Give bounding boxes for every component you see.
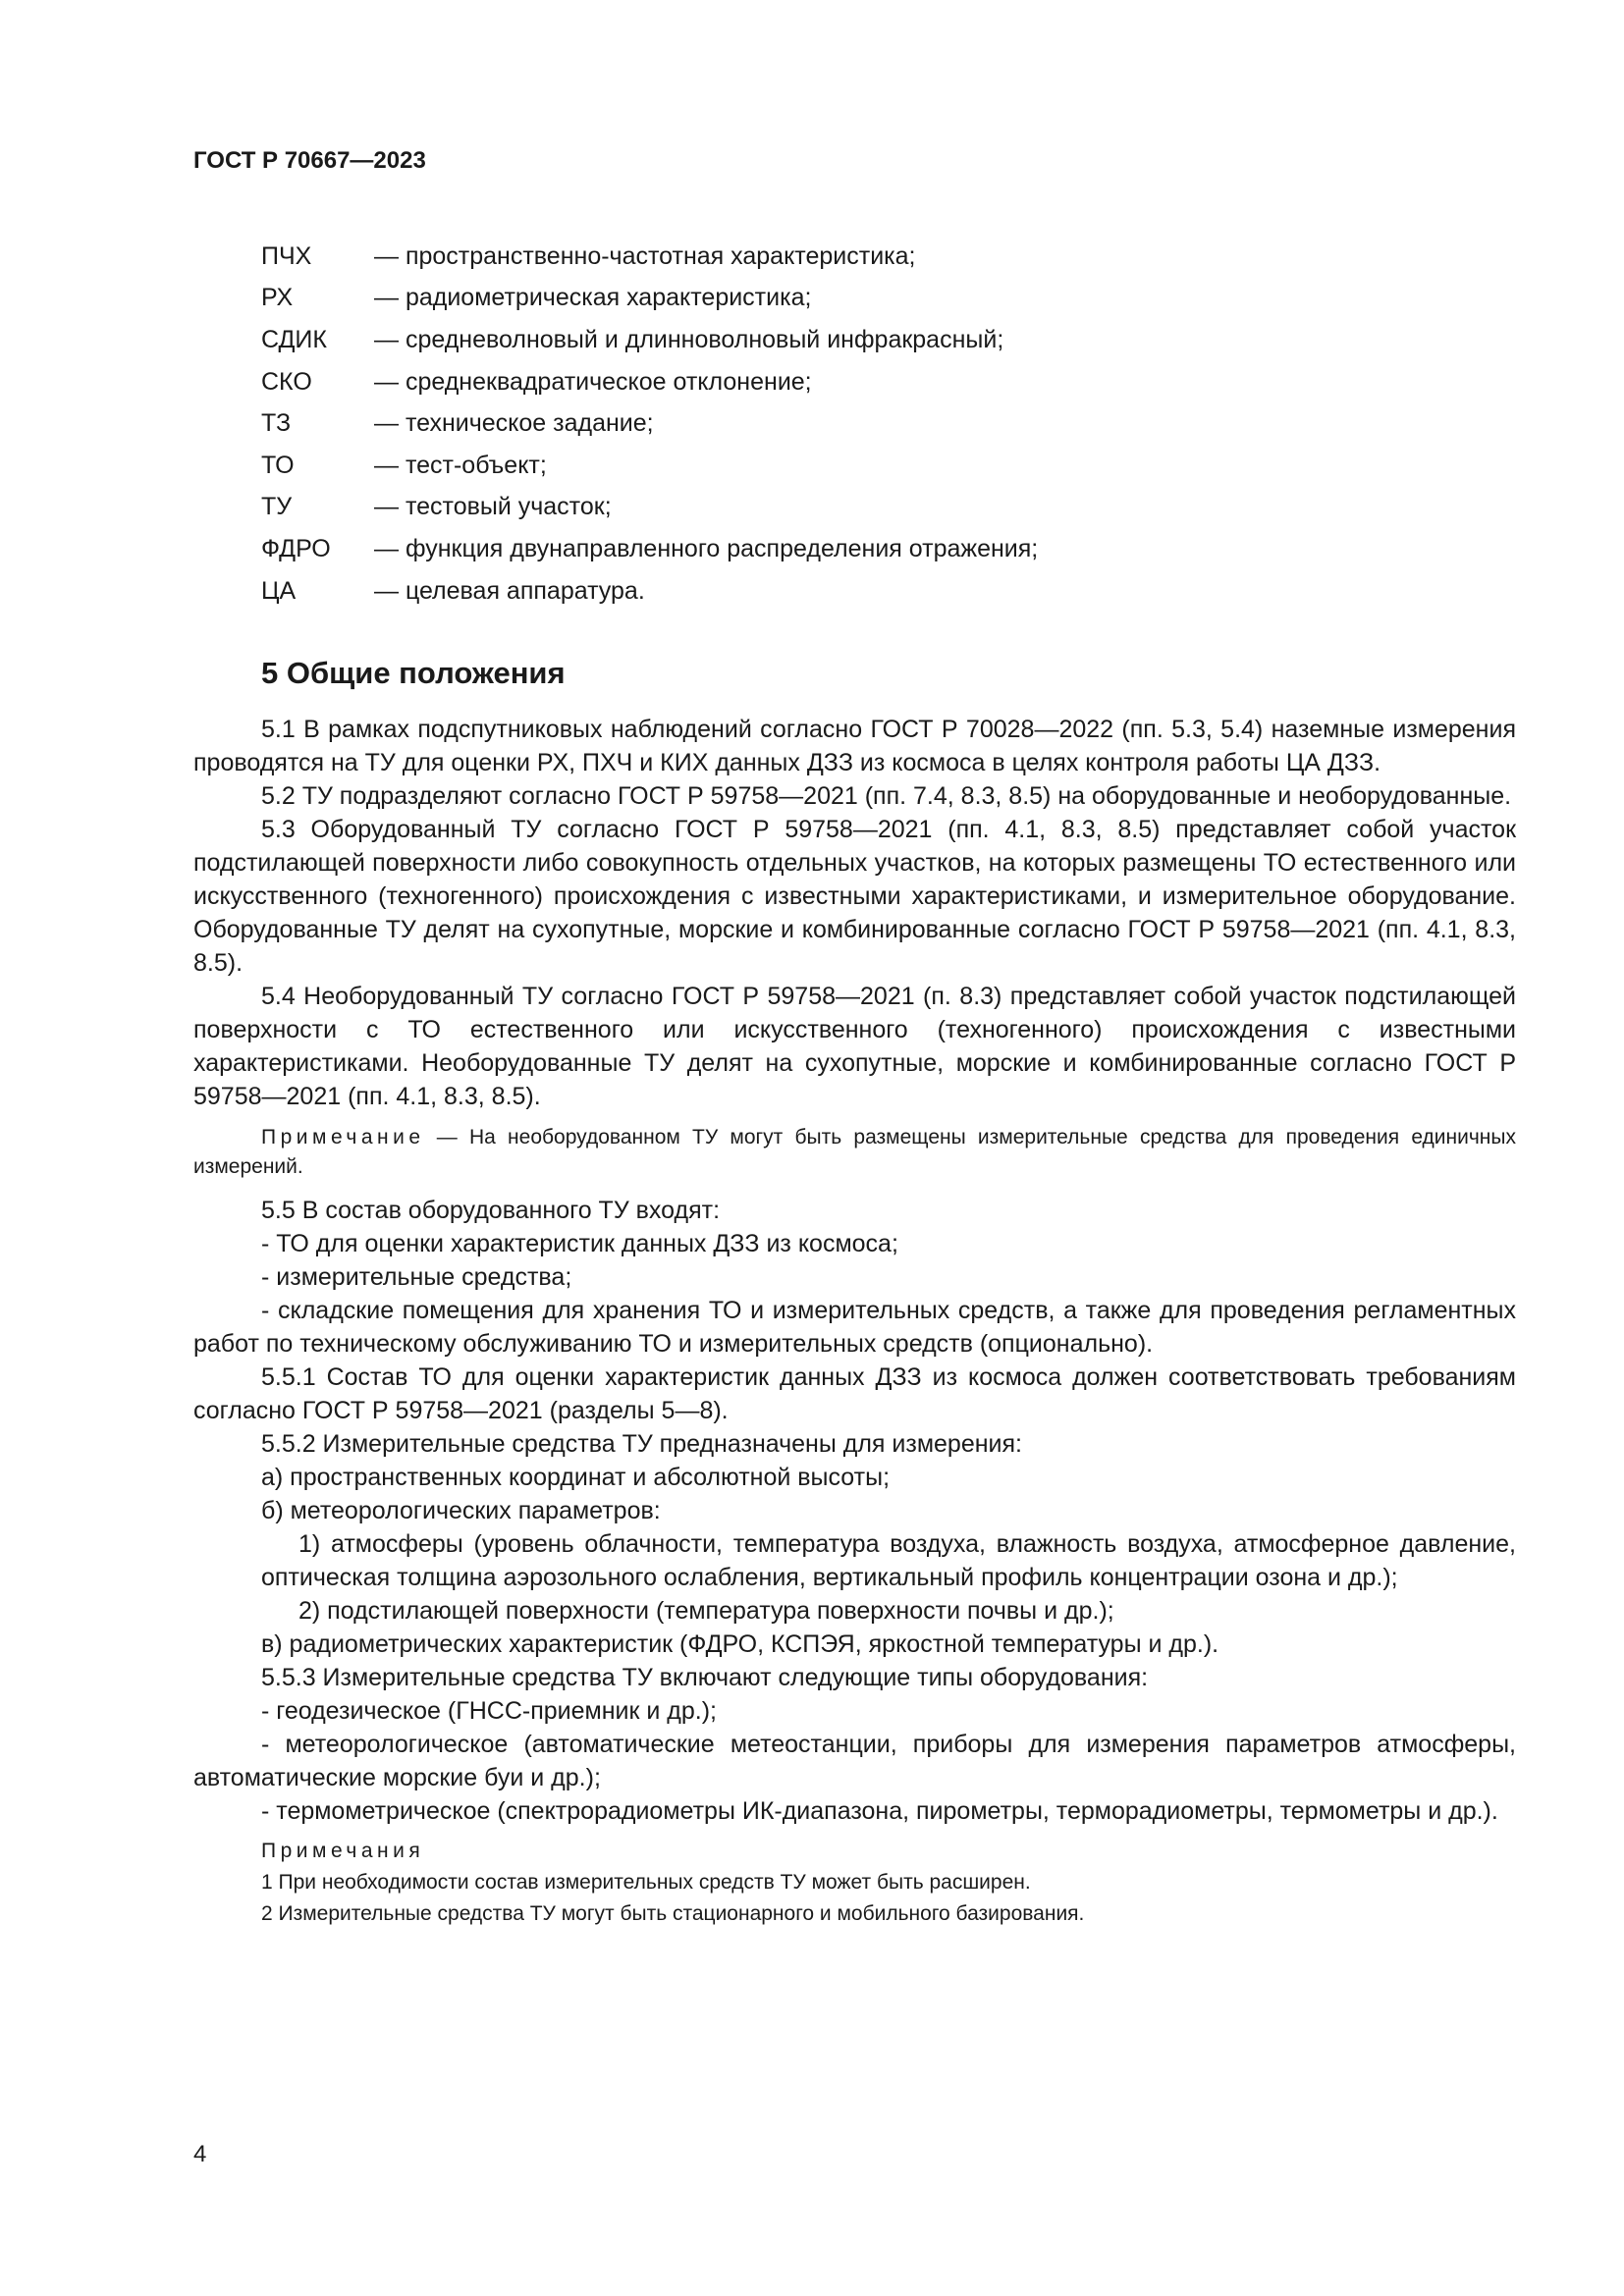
paragraph-5-5-3: 5.5.3 Измерительные средства ТУ включают следующие типы оборудования: bbox=[261, 1664, 1149, 1691]
note-text: — На необорудованном ТУ могут быть размещены измерительные средства для проведения единичных измерений. bbox=[193, 1126, 1516, 1178]
abbreviation-row bbox=[261, 278, 1538, 320]
abbreviation-definition: — тестовый участок; bbox=[374, 493, 612, 521]
abbreviation-term: СКО bbox=[261, 367, 312, 396]
abbreviation-row bbox=[261, 402, 1538, 445]
paragraph-5-5: 5.5 В состав оборудованного ТУ входят: bbox=[261, 1197, 721, 1224]
list-item: - складские помещения для хранения ТО и измерительных средств, а также для проведения регламентных работ по техническому обслуживанию ТО и измерительных средств (опционально). bbox=[193, 1297, 1516, 1358]
abbreviations-list bbox=[261, 236, 1538, 612]
abbreviation-definition: — радиометрическая характеристика; bbox=[374, 284, 812, 312]
paragraph-5-4: 5.4 Необорудованный ТУ согласно ГОСТ Р 59758—2021 (п. 8.3) представляет собой участок подстилающей поверхности с ТО естественного или искусственного (техногенного) происхождения с известными характеристиками. Необорудованные ТУ делят на сухопутные, морские и комбинированные согласно ГОСТ Р 59758—2021 (пп. 4.1, 8.3, 8.5). bbox=[193, 983, 1516, 1110]
abbreviation-definition: — пространственно-частотная характеристика; bbox=[374, 241, 916, 270]
abbreviation-row bbox=[261, 319, 1538, 361]
paragraph-5-5-1: 5.5.1 Состав ТО для оценки характеристик данных ДЗЗ из космоса должен соответствовать требованиям согласно ГОСТ Р 59758—2021 (разделы 5—8). bbox=[193, 1363, 1516, 1424]
notes-block bbox=[193, 1836, 1516, 1930]
abbreviation-term: РХ bbox=[261, 284, 294, 312]
paragraph-5-1: 5.1 В рамках подспутниковых наблюдений согласно ГОСТ Р 70028—2022 (пп. 5.3, 5.4) наземные измерения проводятся на ТУ для оценки РХ, ПХЧ и КИХ данных ДЗЗ из космоса в целях контроля работы ЦА ДЗЗ. bbox=[193, 716, 1516, 776]
abbreviation-term: ПЧХ bbox=[261, 241, 312, 270]
abbreviation-definition: — средневолновый и длинноволновый инфракрасный; bbox=[374, 325, 1004, 353]
abbreviation-row bbox=[261, 361, 1538, 403]
abbreviation-term: СДИК bbox=[261, 325, 327, 353]
sub-list-item: 1) атмосферы (уровень облачности, температура воздуха, влажность воздуха, атмосферное давление, оптическая толщина аэрозольного ослабления, вертикальный профиль концентрации озона и др.); bbox=[261, 1530, 1516, 1591]
note-item: 1 При необходимости состав измерительных средств ТУ может быть расширен. bbox=[261, 1871, 1031, 1894]
list-item: - измерительные средства; bbox=[261, 1263, 572, 1291]
abbreviation-row bbox=[261, 528, 1538, 570]
section-title: 5 Общие положения bbox=[261, 656, 566, 690]
paragraph-5-3: 5.3 Оборудованный ТУ согласно ГОСТ Р 59758—2021 (пп. 4.1, 8.3, 8.5) представляет собой участок подстилающей поверхности либо совокупность отдельных участков, на которых размещены ТО естественного или искусственного (техногенного) происхождения с известными характеристиками, и измерительное оборудование. Оборудованные ТУ делят на сухопутные, морские и комбинированные согласно ГОСТ Р 59758—2021 (пп. 4.1, 8.3, 8.5). bbox=[193, 816, 1516, 977]
paragraph-5-5-2: 5.5.2 Измерительные средства ТУ предназначены для измерения: bbox=[261, 1430, 1022, 1458]
list-item: а) пространственных координат и абсолютной высоты; bbox=[261, 1464, 891, 1491]
sub-list-item: 2) подстилающей поверхности (температура поверхности почвы и др.); bbox=[298, 1597, 1114, 1625]
list-item: б) метеорологических параметров: bbox=[261, 1497, 661, 1524]
abbreviation-term: ТО bbox=[261, 451, 295, 479]
notes-title: Примечания bbox=[261, 1840, 425, 1862]
abbreviation-definition: — техническое задание; bbox=[374, 409, 654, 438]
abbreviation-term: ТУ bbox=[261, 493, 293, 521]
note-item: 2 Измерительные средства ТУ могут быть стационарного и мобильного базирования. bbox=[261, 1902, 1085, 1925]
abbreviation-term: ФДРО bbox=[261, 534, 331, 562]
paragraph-5-2: 5.2 ТУ подразделяют согласно ГОСТ Р 59758—2021 (пп. 7.4, 8.3, 8.5) на оборудованные и необорудованные. bbox=[261, 782, 1512, 810]
section-body bbox=[193, 713, 1516, 1930]
abbreviation-definition: — целевая аппаратура. bbox=[374, 576, 645, 605]
abbreviation-definition: — тест-объект; bbox=[374, 451, 547, 479]
list-item: - геодезическое (ГНСС-приемник и др.); bbox=[261, 1697, 717, 1725]
list-item: - метеорологическое (автоматические метеостанции, приборы для измерения параметров атмосферы, автоматические морские буи и др.); bbox=[193, 1731, 1516, 1791]
abbreviation-row bbox=[261, 487, 1538, 529]
abbreviation-row bbox=[261, 236, 1538, 278]
note-label: Примечание bbox=[261, 1126, 425, 1148]
standard-header: ГОСТ Р 70667—2023 bbox=[193, 147, 426, 174]
page-number: 4 bbox=[193, 2141, 207, 2167]
note bbox=[193, 1123, 1516, 1182]
abbreviation-definition: — функция двунаправленного распределения отражения; bbox=[374, 534, 1039, 562]
list-item: - ТО для оценки характеристик данных ДЗЗ из космоса; bbox=[261, 1230, 898, 1257]
abbreviation-term: ЦА bbox=[261, 576, 297, 605]
abbreviation-definition: — среднеквадратическое отклонение; bbox=[374, 367, 812, 396]
abbreviation-row bbox=[261, 445, 1538, 487]
list-item: в) радиометрических характеристик (ФДРО, КСПЭЯ, яркостной температуры и др.). bbox=[261, 1630, 1219, 1658]
list-item: - термометрическое (спектрорадиометры ИК-диапазона, пирометры, терморадиометры, термометры и др.). bbox=[261, 1797, 1498, 1825]
abbreviation-term: ТЗ bbox=[261, 409, 292, 438]
abbreviation-row bbox=[261, 570, 1538, 613]
